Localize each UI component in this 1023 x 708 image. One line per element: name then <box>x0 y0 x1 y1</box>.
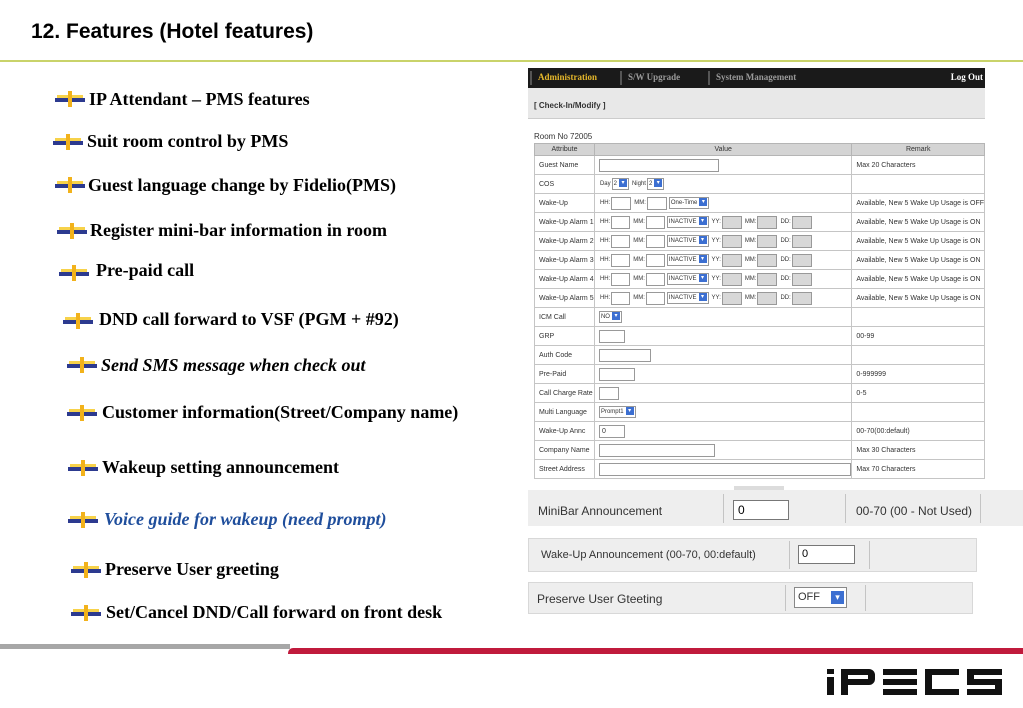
minute-input[interactable] <box>646 292 665 305</box>
ipecs-logo <box>827 667 1009 702</box>
tab-sw-upgrade[interactable]: S/W Upgrade <box>628 72 681 82</box>
value-cell: HH: MM: INACTIVE ▾ YY: MM: DD: <box>594 232 851 251</box>
minute-input[interactable] <box>646 216 665 229</box>
value-cell <box>594 365 851 384</box>
value-cell <box>594 422 851 441</box>
attr-cell: Multi Language <box>535 403 595 422</box>
year-input[interactable] <box>722 254 742 267</box>
remark-cell: 00-70(00:default) <box>852 422 985 441</box>
preserve-greeting-panel <box>528 582 973 614</box>
table-row <box>535 346 985 365</box>
table-row <box>535 232 985 251</box>
cos-night-select[interactable]: 2 ▾ <box>647 178 664 190</box>
slide-title: 12. Features (Hotel features) <box>31 20 314 43</box>
admin-screenshot <box>528 68 985 480</box>
value-cell: HH: MM: INACTIVE ▾ YY: MM: DD: <box>594 213 851 232</box>
attr-cell: Wake-Up <box>535 194 595 213</box>
hour-input[interactable] <box>611 273 630 286</box>
language-select[interactable]: Prompt1 ▾ <box>599 406 636 418</box>
year-input[interactable] <box>722 273 742 286</box>
remark-cell: Available, New 5 Wake Up Usage is ON <box>852 213 985 232</box>
alarm-state-select[interactable]: INACTIVE ▾ <box>667 235 709 247</box>
charge-rate-input[interactable] <box>599 387 619 400</box>
year-input[interactable] <box>722 216 742 229</box>
value-cell: HH: MM: INACTIVE ▾ YY: MM: DD: <box>594 270 851 289</box>
bullet-icon <box>55 177 85 193</box>
remark-cell: Available, New 5 Wake Up Usage is ON <box>852 289 985 308</box>
day-input[interactable] <box>792 254 812 267</box>
table-row <box>535 384 985 403</box>
month-input[interactable] <box>757 292 777 305</box>
table-row <box>535 213 985 232</box>
bullet-icon <box>53 134 83 150</box>
attr-cell: Wake-Up Alarm 1 <box>535 213 595 232</box>
wakeup-announcement-input[interactable]: 0 <box>798 545 855 564</box>
chevron-down-icon: ▾ <box>612 312 620 320</box>
hour-input[interactable] <box>611 216 630 229</box>
chevron-down-icon: ▾ <box>699 236 707 244</box>
chevron-down-icon: ▾ <box>654 179 662 187</box>
hour-input[interactable] <box>611 292 630 305</box>
bullet-item: Send SMS message when check out <box>101 355 366 375</box>
minute-input[interactable] <box>647 197 667 210</box>
value-cell <box>594 327 851 346</box>
day-input[interactable] <box>792 292 812 305</box>
value-cell: HH: MM: INACTIVE ▾ YY: MM: DD: <box>594 289 851 308</box>
attr-cell: Company Name <box>535 441 595 460</box>
attr-cell: COS <box>535 175 595 194</box>
day-input[interactable] <box>792 216 812 229</box>
hour-input[interactable] <box>611 254 630 267</box>
attr-cell: Wake-Up Alarm 2 <box>535 232 595 251</box>
cos-day-select[interactable]: 2 ▾ <box>612 178 629 190</box>
bullet-icon <box>71 605 101 621</box>
month-input[interactable] <box>757 273 777 286</box>
attr-cell: GRP <box>535 327 595 346</box>
value-cell <box>594 308 851 327</box>
bullet-icon <box>57 223 87 239</box>
minute-input[interactable] <box>646 273 665 286</box>
chevron-down-icon: ▾ <box>699 255 707 263</box>
table-row <box>535 175 985 194</box>
guest-name-input[interactable] <box>599 159 719 172</box>
attr-cell: Street Address <box>535 460 595 479</box>
day-input[interactable] <box>792 273 812 286</box>
table-row <box>535 156 985 175</box>
remark-cell: Available, New 5 Wake Up Usage is OFF <box>852 194 985 213</box>
bullet-icon <box>68 512 98 528</box>
column-header: Attribute <box>535 144 595 156</box>
remark-cell <box>852 175 985 194</box>
table-row <box>535 422 985 441</box>
attr-cell: Guest Name <box>535 156 595 175</box>
bullet-icon <box>67 357 97 373</box>
wakeup-mode-select[interactable]: One-Time ▾ <box>669 197 709 209</box>
value-cell <box>594 156 851 175</box>
attr-cell: Wake-Up Annc <box>535 422 595 441</box>
minibar-remark: 00-70 (00 - Not Used) <box>856 504 973 518</box>
bullet-icon <box>55 91 85 107</box>
section-title: [ Check-In/Modify ] <box>534 101 606 110</box>
bullet-item: Voice guide for wakeup (need prompt) <box>104 509 387 529</box>
remark-cell: 00-99 <box>852 327 985 346</box>
footer-red-bar <box>288 648 1023 654</box>
table-row <box>535 251 985 270</box>
value-cell <box>594 346 851 365</box>
bullet-icon <box>63 313 93 329</box>
tab-administration[interactable]: Administration <box>538 72 598 82</box>
remark-cell <box>852 308 985 327</box>
bullet-item: IP Attendant – PMS features <box>89 89 310 109</box>
preserve-greeting-label: Preserve User Gteeting <box>537 592 663 606</box>
remark-cell: 0-999999 <box>852 365 985 384</box>
footer-gray-bar <box>0 644 290 649</box>
remark-cell: Max 20 Characters <box>852 156 985 175</box>
table-row <box>535 441 985 460</box>
bullet-icon <box>59 265 89 281</box>
value-cell <box>594 384 851 403</box>
remark-cell <box>852 403 985 422</box>
remark-cell: Available, New 5 Wake Up Usage is ON <box>852 251 985 270</box>
section-bar <box>528 88 985 119</box>
room-number: Room No 72005 <box>534 132 593 141</box>
grp-input[interactable] <box>599 330 625 343</box>
remark-cell: Max 30 Characters <box>852 441 985 460</box>
chevron-down-icon: ▾ <box>626 407 634 415</box>
attr-cell: Pre-Paid <box>535 365 595 384</box>
bullet-item: Suit room control by PMS <box>87 131 289 151</box>
bullet-item: DND call forward to VSF (PGM + #92) <box>99 309 399 329</box>
remark-cell: 0-5 <box>852 384 985 403</box>
top-nav <box>528 68 985 88</box>
bullet-item: Set/Cancel DND/Call forward on front desk <box>106 602 443 622</box>
wakeup-announcement-panel <box>528 538 977 572</box>
bullet-icon <box>71 562 101 578</box>
attr-cell: ICM Call <box>535 308 595 327</box>
table-row <box>535 365 985 384</box>
street-address-input[interactable] <box>599 463 851 476</box>
prepaid-input[interactable] <box>599 368 635 381</box>
table-row <box>535 308 985 327</box>
bullet-icon <box>67 405 97 421</box>
chevron-down-icon: ▾ <box>699 217 707 225</box>
chevron-down-icon: ▾ <box>699 198 707 206</box>
chevron-down-icon: ▾ <box>831 591 844 604</box>
checkin-table <box>534 143 985 479</box>
bullet-item: Customer information(Street/Company name) <box>102 402 459 422</box>
day-input[interactable] <box>792 235 812 248</box>
bullet-item: Wakeup setting announcement <box>102 457 340 477</box>
month-input[interactable] <box>757 235 777 248</box>
month-input[interactable] <box>757 254 777 267</box>
month-input[interactable] <box>757 216 777 229</box>
bullet-icon <box>68 460 98 476</box>
value-cell: HH: MM: INACTIVE ▾ YY: MM: DD: <box>594 251 851 270</box>
chevron-down-icon: ▾ <box>699 293 707 301</box>
chevron-down-icon: ▾ <box>619 179 627 187</box>
column-header: Value <box>594 144 851 156</box>
table-row <box>535 289 985 308</box>
preserve-greeting-select[interactable]: OFF ▾ <box>794 587 847 608</box>
attr-cell: Wake-Up Alarm 3 <box>535 251 595 270</box>
value-cell <box>594 460 851 479</box>
bullet-item: Guest language change by Fidelio(PMS) <box>88 175 397 195</box>
remark-cell: Available, New 5 Wake Up Usage is ON <box>852 232 985 251</box>
remark-cell <box>852 346 985 365</box>
remark-cell: Max 70 Characters <box>852 460 985 479</box>
value-cell: HH: MM: One-Time ▾ <box>594 194 851 213</box>
minibar-panel <box>528 490 1023 526</box>
attr-cell: Wake-Up Alarm 4 <box>535 270 595 289</box>
attr-cell: Auth Code <box>535 346 595 365</box>
hour-input[interactable] <box>611 197 631 210</box>
column-header: Remark <box>852 144 985 156</box>
alarm-state-select[interactable]: INACTIVE ▾ <box>667 292 709 304</box>
minute-input[interactable] <box>646 254 665 267</box>
icm-call-select[interactable]: NO ▾ <box>599 311 622 323</box>
alarm-state-select[interactable]: INACTIVE ▾ <box>667 254 709 266</box>
minibar-input[interactable]: 0 <box>733 500 789 520</box>
company-name-input[interactable] <box>599 444 715 457</box>
minibar-label: MiniBar Announcement <box>538 504 663 518</box>
table-row <box>535 460 985 479</box>
table-header-row <box>535 144 985 156</box>
auth-code-input[interactable] <box>599 349 651 362</box>
hour-input[interactable] <box>611 235 630 248</box>
tab-system-management[interactable]: System Management <box>716 72 797 82</box>
year-input[interactable] <box>722 292 742 305</box>
bullet-item: Pre-paid call <box>96 260 195 280</box>
remark-cell: Available, New 5 Wake Up Usage is ON <box>852 270 985 289</box>
title-divider <box>0 60 1023 62</box>
table-row <box>535 270 985 289</box>
chevron-down-icon: ▾ <box>699 274 707 282</box>
attr-cell: Call Charge Rate <box>535 384 595 403</box>
table-row <box>535 194 985 213</box>
alarm-state-select[interactable]: INACTIVE ▾ <box>667 216 709 228</box>
table-row <box>535 403 985 422</box>
table-row <box>535 327 985 346</box>
bullet-item: Preserve User greeting <box>105 559 279 579</box>
value-cell <box>594 403 851 422</box>
year-input[interactable] <box>722 235 742 248</box>
minute-input[interactable] <box>646 235 665 248</box>
wakeup-annc-input[interactable]: 0 <box>599 425 625 438</box>
bullet-item: Register mini-bar information in room <box>90 220 387 240</box>
attr-cell: Wake-Up Alarm 5 <box>535 289 595 308</box>
alarm-state-select[interactable]: INACTIVE ▾ <box>667 273 709 285</box>
value-cell <box>594 441 851 460</box>
logout-link[interactable]: Log Out <box>950 72 983 82</box>
value-cell: Day 2 ▾ Night 2 ▾ <box>594 175 851 194</box>
logo-graphic <box>827 667 1009 697</box>
wakeup-announcement-label: Wake-Up Announcement (00-70, 00:default) <box>541 549 756 561</box>
